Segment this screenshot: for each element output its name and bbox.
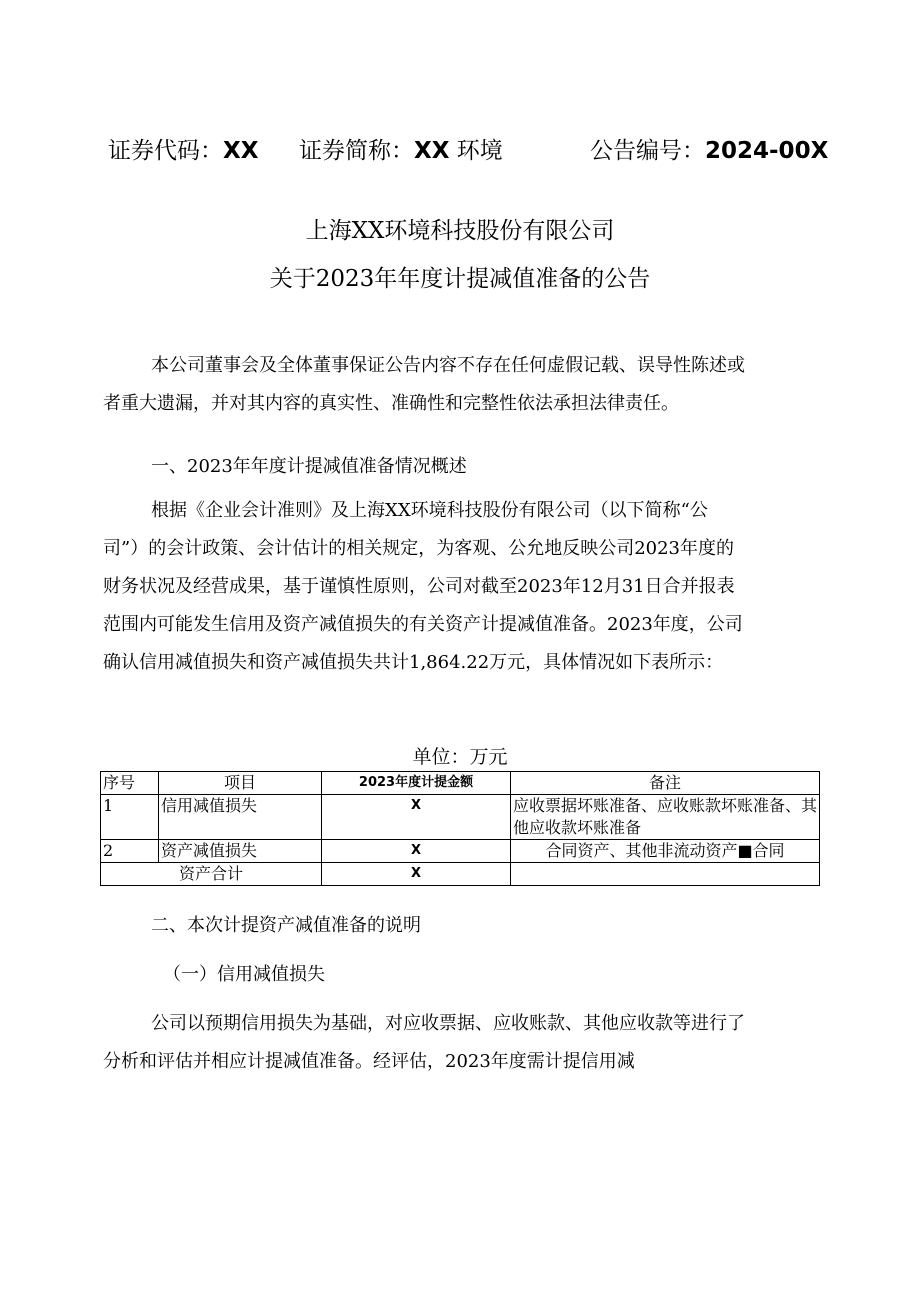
col-header-note: 备注 [511, 772, 820, 795]
stock-abbr-suffix: 环境 [456, 138, 503, 164]
statement-line: 者重大遗漏，并对其内容的真实性、准确性和完整性依法承担法律责任。 [103, 393, 679, 414]
notice-number-value: 2024-00X [705, 138, 829, 164]
section1-line: 根据《企业会计准则》及上海XX环境科技股份有限公司（以下简称“公 [151, 500, 708, 521]
impairment-table [100, 771, 820, 886]
statement-paragraph [103, 347, 819, 423]
section2-heading: 二、本次计提资产减值准备的说明 [151, 915, 421, 936]
row-no: 2 [101, 840, 159, 863]
stock-abbr [299, 132, 503, 165]
total-label: 资产合计 [101, 863, 322, 886]
section2-line: 公司以预期信用损失为基础，对应收票据、应收账款、其他应收款等进行了 [151, 1013, 745, 1034]
table-total-row [101, 863, 820, 886]
table-unit: 单位：万元 [412, 746, 508, 768]
row-amount: X [322, 795, 511, 840]
company-title: 上海XX环境科技股份有限公司 [305, 218, 615, 244]
row-note: 合同资产、其他非流动资产■合同 [511, 840, 820, 863]
stock-code-label: 证券代码： [108, 138, 223, 164]
row-item: 信用减值损失 [159, 795, 322, 840]
section1-heading: 一、2023年年度计提减值准备情况概述 [151, 456, 467, 477]
statement-line: 本公司董事会及全体董事保证公告内容不存在任何虚假记载、误导性陈述或 [151, 355, 745, 376]
total-amount: X [322, 863, 511, 886]
stock-abbr-label: 证券简称： [299, 138, 414, 164]
stock-code [108, 132, 258, 165]
section2-line: 分析和评估并相应计提减值准备。经评估，2023年度需计提信用减 [103, 1051, 635, 1072]
row-item: 资产减值损失 [159, 840, 322, 863]
section1-paragraph [103, 492, 819, 682]
section2-subheading: （一）信用减值损失 [163, 964, 325, 985]
announcement-title: 关于2023年年度计提减值准备的公告 [269, 266, 651, 292]
row-note: 应收票据坏账准备、应收账款坏账准备、其他应收款坏账准备 [511, 795, 820, 840]
section1-line: 范围内可能发生信用及资产减值损失的有关资产计提减值准备。2023年度，公司 [103, 614, 743, 635]
table-row [101, 795, 820, 840]
table-row [101, 840, 820, 863]
stock-code-value: XX [223, 138, 259, 164]
col-header-item: 项目 [159, 772, 322, 795]
col-header-amount: 2023年度计提金额 [322, 772, 511, 795]
total-note [511, 863, 820, 886]
section1-line: 财务状况及经营成果，基于谨慎性原则，公司对截至2023年12月31日合并报表 [103, 576, 735, 597]
table-header-row [101, 772, 820, 795]
section1-line: 司”）的会计政策、会计估计的相关规定，为客观、公允地反映公司2023年度的 [103, 538, 735, 559]
row-no: 1 [101, 795, 159, 840]
col-header-no: 序号 [101, 772, 159, 795]
section1-line: 确认信用减值损失和资产减值损失共计1,864.22万元，具体情况如下表所示： [103, 652, 724, 673]
notice-number [590, 132, 828, 165]
notice-number-label: 公告编号： [590, 138, 705, 164]
section2-paragraph [103, 1005, 819, 1081]
row-amount: X [322, 840, 511, 863]
stock-abbr-value: XX [414, 138, 450, 164]
